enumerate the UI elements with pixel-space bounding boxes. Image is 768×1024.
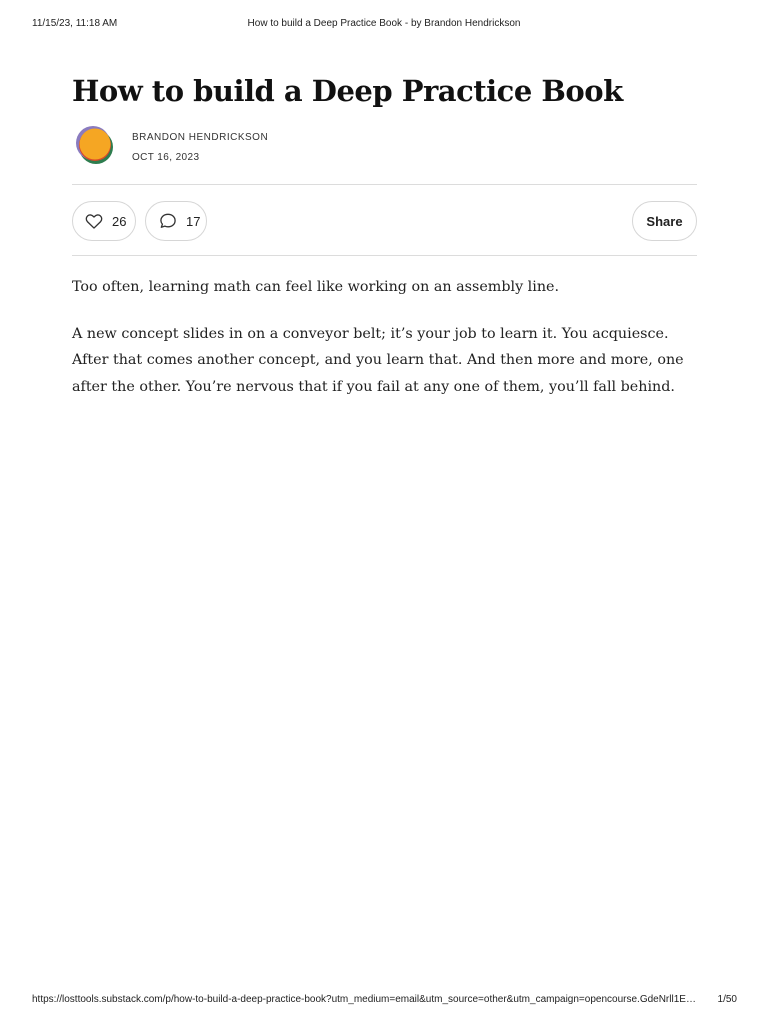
article bbox=[72, 70, 697, 420]
divider bbox=[72, 255, 697, 256]
like-count: 26 bbox=[112, 213, 127, 229]
print-timestamp: 11/15/23, 11:18 AM bbox=[32, 18, 118, 29]
heart-icon bbox=[84, 211, 104, 231]
author-avatar[interactable] bbox=[74, 125, 114, 165]
comment-button[interactable] bbox=[145, 201, 207, 241]
article-body bbox=[72, 274, 697, 400]
print-footer bbox=[0, 994, 768, 1008]
paragraph: Too often, learning math can feel like working on an assembly line. bbox=[72, 279, 560, 295]
print-header bbox=[0, 18, 768, 32]
publish-date: OCT 16, 2023 bbox=[132, 152, 200, 163]
print-page-number: 1/50 bbox=[717, 994, 737, 1005]
byline-text bbox=[132, 131, 268, 165]
author-name[interactable]: BRANDON HENDRICKSON bbox=[132, 132, 269, 143]
comment-count: 17 bbox=[186, 213, 201, 229]
paragraph: A new concept slides in on a conveyor belt; it’s your job to learn it. You acquiesce. After that comes another concept, and you learn that. And then more and more, one after the other. You’re nervous that if you fail at any one of them, you’ll fall behind. bbox=[72, 325, 684, 395]
byline bbox=[72, 125, 697, 169]
like-button[interactable] bbox=[72, 201, 136, 241]
print-url: https://losttools.substack.com/p/how-to-build-a-deep-practice-book?utm_medium=email&utm_source=other&utm_campaign=opencourse.GdeNrll1E… bbox=[32, 994, 696, 1005]
comment-bubble-icon bbox=[158, 211, 178, 231]
share-button[interactable]: Share bbox=[632, 201, 697, 241]
post-actions bbox=[72, 185, 697, 255]
article-title: How to build a Deep Practice Book bbox=[72, 74, 623, 108]
print-page-title: How to build a Deep Practice Book - by Brandon Hendrickson bbox=[247, 18, 521, 29]
